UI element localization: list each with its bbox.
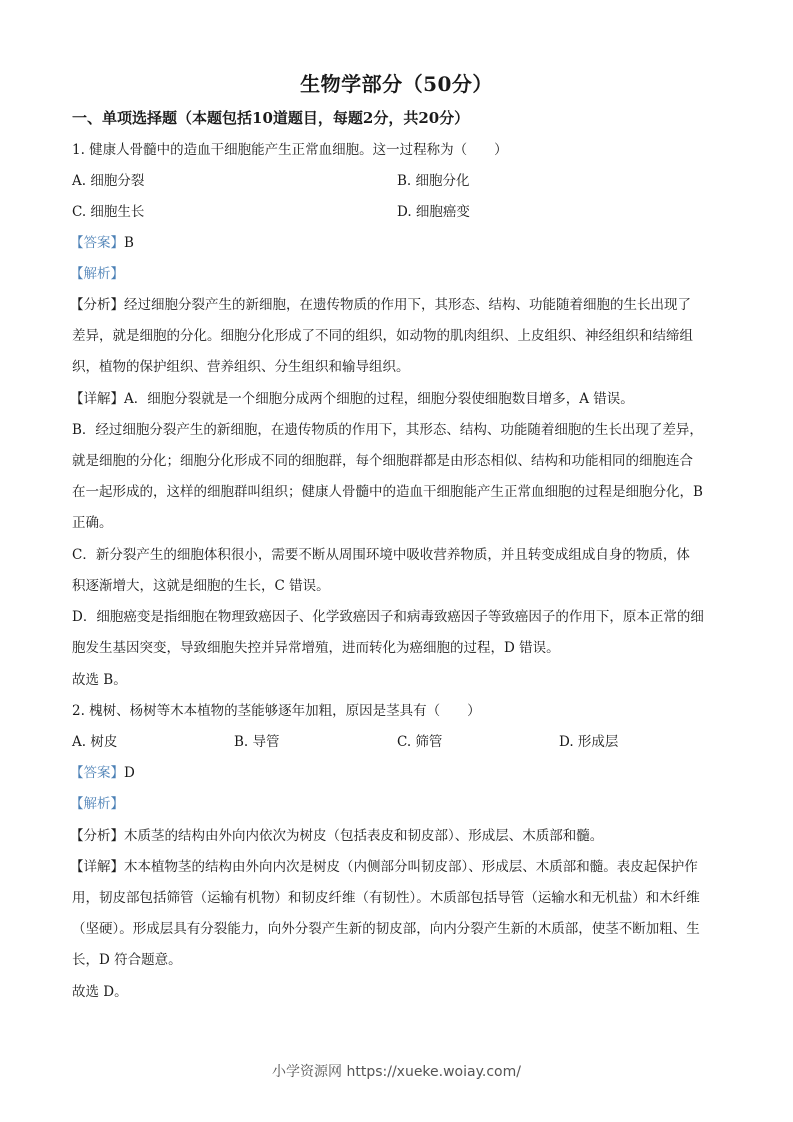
q1-xiangjie-line-1: 【详解】A．细胞分裂就是一个细胞分成两个细胞的过程，细胞分裂使细胞数目增多，A 错误。 bbox=[70, 391, 634, 407]
q1-xiangjie-line-2: B．经过细胞分裂产生的新细胞，在遗传物质的作用下，其形态、结构、功能随着细胞的生长出现了差异， bbox=[72, 422, 703, 438]
q1-option-d: D. 细胞癌变 bbox=[397, 204, 470, 220]
q2-option-b: B. 导管 bbox=[234, 734, 280, 750]
q1-fenxi-line-1: 【分析】经过细胞分裂产生的新细胞，在遗传物质的作用下，其形态、结构、功能随着细胞的生长出现了 bbox=[70, 297, 691, 313]
q2-option-c: C. 筛管 bbox=[397, 734, 443, 750]
fenxi-label: 【分析】 bbox=[70, 297, 124, 313]
q2-answer bbox=[70, 763, 135, 783]
page-title: 生物学部分（50分） bbox=[300, 72, 493, 96]
question-1-stem: 1. 健康人骨髓中的造血干细胞能产生正常血细胞。这一过程称为（ ） bbox=[72, 142, 508, 158]
q1-xiangjie-line-6: C．新分裂产生的细胞体积很小，需要不断从周围环境中吸收营养物质，并且转变成组成自身的物质，体 bbox=[72, 547, 690, 563]
q1-xiangjie-line-3: 就是细胞的分化；细胞分化形成不同的细胞群，每个细胞群都是由形态相似、结构和功能相同的细胞连合 bbox=[72, 453, 693, 469]
q2-xiangjie-line-2: 用，韧皮部包括筛管（运输有机物）和韧皮纤维（有韧性）。木质部包括导管（运输水和无机盐）和木纤维 bbox=[72, 890, 700, 906]
q1-xiangjie-line-4: 在一起形成的，这样的细胞群叫组织；健康人骨髓中的造血干细胞能产生正常血细胞的过程是细胞分化，B bbox=[72, 484, 703, 500]
q2-analysis-label: 【解析】 bbox=[70, 796, 124, 812]
q2-option-a: A. 树皮 bbox=[72, 734, 118, 750]
section-heading: 一、单项选择题（本题包括10道题目，每题2分，共20分） bbox=[72, 109, 470, 127]
xiangjie-label: 【详解】 bbox=[70, 859, 124, 875]
q1-answer bbox=[70, 233, 134, 253]
q1-option-b: B. 细胞分化 bbox=[397, 173, 470, 189]
q2-xiangjie-line-3: （坚硬）。形成层具有分裂能力，向外分裂产生新的韧皮部，向内分裂产生新的木质部，使茎不断加粗、生 bbox=[72, 921, 700, 937]
q2-xiangjie-line-4: 长，D 符合题意。 bbox=[72, 952, 182, 968]
q1-fenxi-line-3: 织，植物的保护组织、营养组织、分生组织和输导组织。 bbox=[72, 359, 410, 375]
answer-value: D bbox=[124, 765, 135, 781]
q2-conclusion: 故选 D。 bbox=[72, 984, 128, 1000]
q1-analysis-label: 【解析】 bbox=[70, 266, 124, 282]
answer-value: B bbox=[124, 235, 134, 251]
answer-label: 【答案】 bbox=[70, 765, 124, 781]
q1-fenxi-line-2: 差异，就是细胞的分化。细胞分化形成了不同的组织，如动物的肌肉组织、上皮组织、神经组织和结缔组 bbox=[72, 328, 693, 344]
q1-xiangjie-line-9: 胞发生基因突变，导致细胞失控并异常增殖，进而转化为癌细胞的过程，D 错误。 bbox=[72, 640, 560, 656]
q1-conclusion: 故选 B。 bbox=[72, 672, 127, 688]
q2-fenxi-line-1: 【分析】木质茎的结构由外向内依次为树皮（包括表皮和韧皮部）、形成层、木质部和髓。 bbox=[70, 828, 604, 844]
q1-xiangjie-line-5: 正确。 bbox=[72, 515, 113, 531]
footer-watermark: 小学资源网 https://xueke.woiay.com/ bbox=[272, 1064, 521, 1080]
q1-option-a: A. 细胞分裂 bbox=[72, 173, 145, 189]
answer-label: 【答案】 bbox=[70, 235, 124, 251]
xiangjie-label: 【详解】 bbox=[70, 391, 124, 407]
question-2-stem: 2. 槐树、杨树等木本植物的茎能够逐年加粗，原因是茎具有（ ） bbox=[72, 703, 481, 719]
q1-option-c: C. 细胞生长 bbox=[72, 204, 145, 220]
q2-xiangjie-line-1: 【详解】木本植物茎的结构由外向内次是树皮（内侧部分叫韧皮部）、形成层、木质部和髓。表皮起保护作 bbox=[70, 859, 698, 875]
q1-xiangjie-line-7: 积逐渐增大，这就是细胞的生长，C 错误。 bbox=[72, 578, 330, 594]
fenxi-label: 【分析】 bbox=[70, 828, 124, 844]
q1-xiangjie-line-8: D．细胞癌变是指细胞在物理致癌因子、化学致癌因子和病毒致癌因子等致癌因子的作用下，原本正常的细 bbox=[72, 609, 704, 625]
q2-option-d: D. 形成层 bbox=[559, 734, 619, 750]
